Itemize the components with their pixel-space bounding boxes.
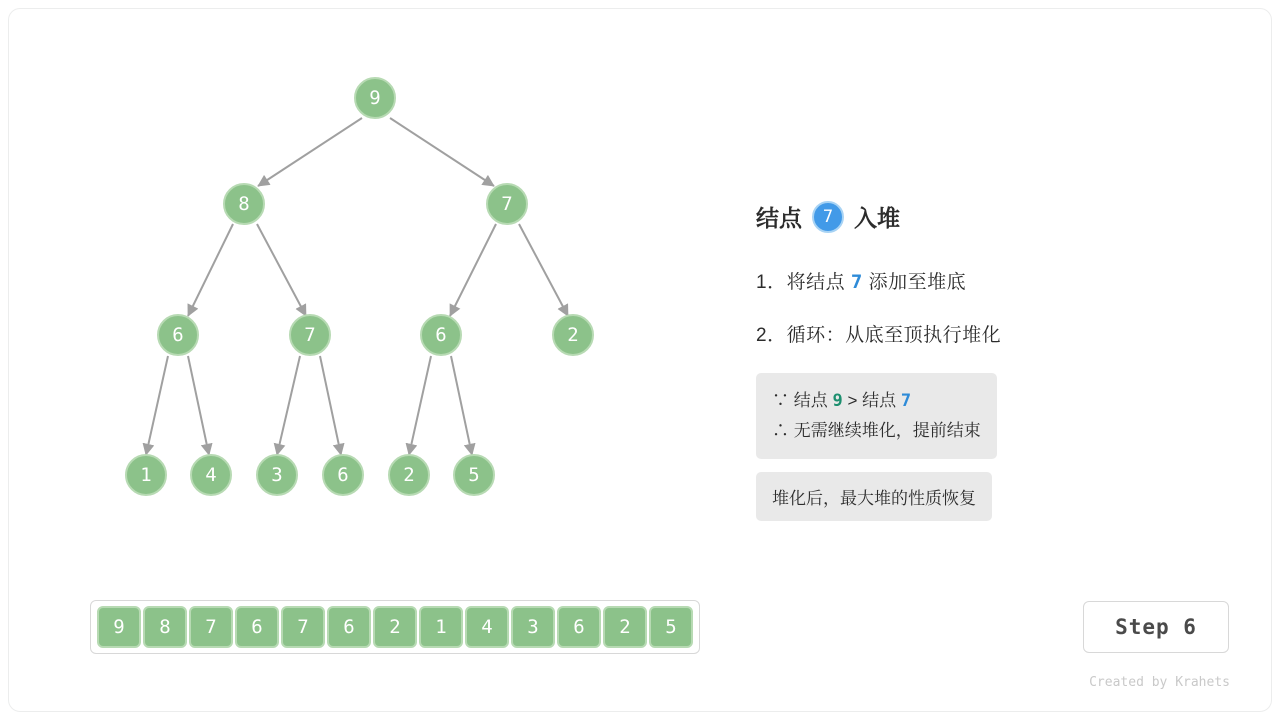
step-1-value: 7 [850,271,863,293]
because-operator: > [847,391,858,410]
reasoning-therefore-line [772,419,981,444]
tree-node: 4 [190,454,232,496]
tree-node: 7 [289,314,331,356]
tree-node: 6 [322,454,364,496]
result-note [756,472,992,521]
array-cell: 2 [373,606,417,648]
array-cell: 6 [235,606,279,648]
result-text: 堆化后，最大堆的性质恢复 [772,489,976,509]
step-1-prefix: 1．将结点 [756,272,846,293]
tree-node: 2 [552,314,594,356]
step-2-prefix: 2．循环：从底至顶执行堆化 [756,325,1002,346]
because-value-b: 7 [900,391,912,411]
heap-array [90,600,700,654]
array-cell: 6 [557,606,601,648]
step-item-2 [756,320,1236,347]
because-value-a: 9 [832,391,843,411]
panel-title-prefix: 结点 [756,205,802,231]
therefore-symbol: ∴ [772,420,789,440]
array-cell: 4 [465,606,509,648]
because-label-a: 结点 [793,391,828,410]
array-cell: 6 [327,606,371,648]
panel-title-suffix: 入堆 [854,205,900,231]
reasoning-because-line [772,389,981,414]
step-badge: Step 6 [1083,601,1229,653]
array-cell: 7 [189,606,233,648]
tree-node: 2 [388,454,430,496]
step-item-1 [756,267,1236,294]
reasoning-note [756,373,997,459]
array-cell: 2 [603,606,647,648]
credit-label: Created by Krahets [1089,675,1230,690]
tree-node: 6 [420,314,462,356]
panel-title-badge: 7 [812,201,844,233]
tree-node: 7 [486,183,528,225]
array-cell: 9 [97,606,141,648]
step-1-suffix: 添加至堆底 [868,272,967,293]
tree-node: 1 [125,454,167,496]
explanation-panel [756,200,1236,534]
tree-node: 8 [223,183,265,225]
because-label-b: 结点 [862,391,897,410]
because-symbol: ∵ [772,391,789,410]
therefore-text: 无需继续堆化，提前结束 [793,420,981,440]
panel-title [756,200,1236,233]
tree-node: 5 [453,454,495,496]
tree-node: 3 [256,454,298,496]
array-cell: 5 [649,606,693,648]
tree-node: 6 [157,314,199,356]
array-cell: 1 [419,606,463,648]
array-cell: 7 [281,606,325,648]
tree-node: 9 [354,77,396,119]
array-cell: 3 [511,606,555,648]
array-cell: 8 [143,606,187,648]
